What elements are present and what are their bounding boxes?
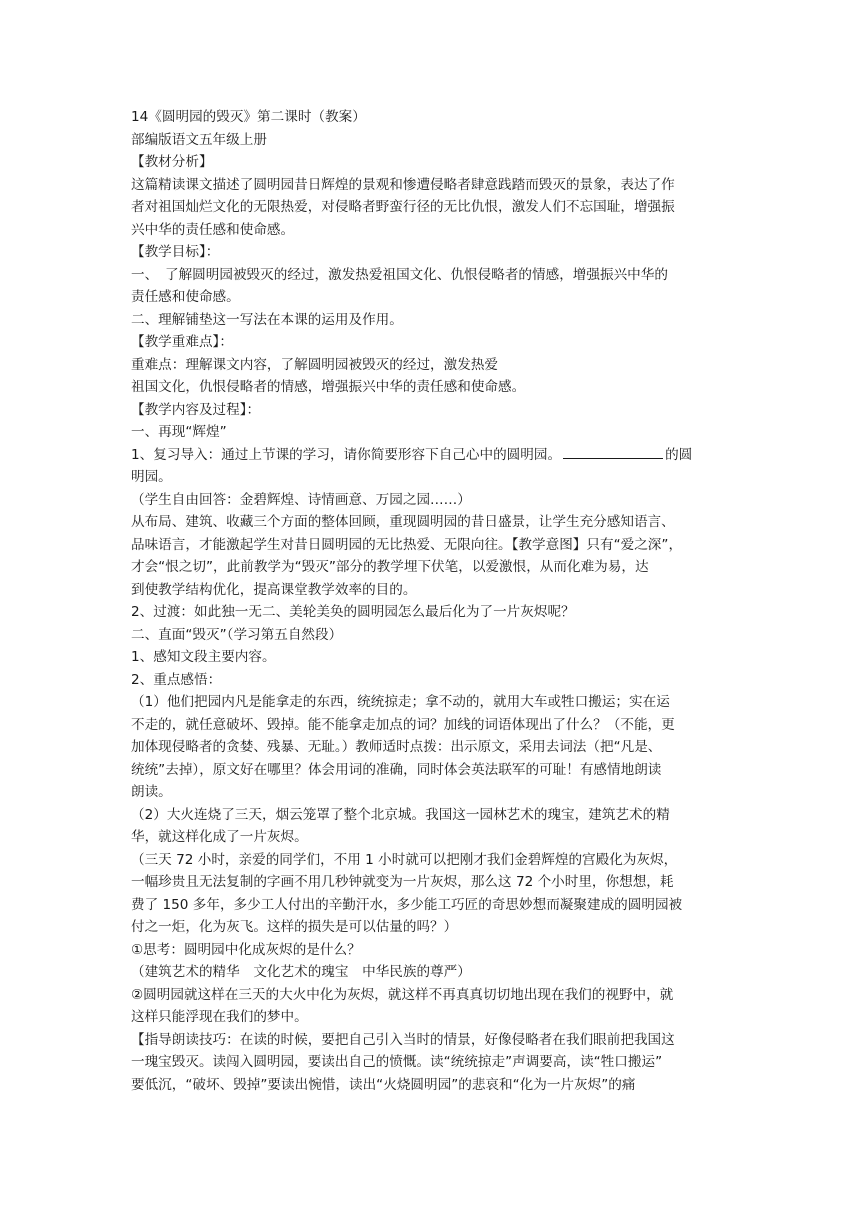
text-line: 二、直面“毁灭”（学习第五自然段） xyxy=(131,626,343,643)
fill-in-line xyxy=(131,444,731,467)
text-line: 【教学目标】： xyxy=(131,244,220,260)
text-line: 这篇精读课文描述了圆明园昔日辉煌的景观和惨遭侵略者肆意践踏而毁灭的景象，表达了作 xyxy=(131,176,675,193)
text-line: 才会“恨之切”，此前教学为“毁灭”部分的教学埋下伏笔，以爱激恨，从而化难为易，达 xyxy=(131,559,649,575)
text-line: 二、理解铺垫这一写法在本课的运用及作用。 xyxy=(131,311,403,328)
text-line: 华，就这样化成了一片灰烬。 xyxy=(131,829,308,845)
text-line: （学生自由回答：金碧辉煌、诗情画意、万园之园……） xyxy=(131,491,471,508)
text-line: 重难点：理解课文内容，了解圆明园被毁灭的经过，激发热爱 xyxy=(131,356,499,373)
fill-in-blank xyxy=(563,444,663,459)
text-line: 这样只能浮现在我们的梦中。 xyxy=(131,1009,308,1025)
text-line: 不走的，就任意破坏、毁掉。能不能拿走加点的词？加线的词语体现出了什么？（不能，更 xyxy=(131,716,675,733)
fill-in-prompt: 1、复习导入：通过上节课的学习，请你简要形容下自己心中的圆明园。 xyxy=(131,446,562,463)
text-line: （1）他们把园内凡是能拿走的东西，统统掠走；拿不动的，就用大车或牲口搬运；实在运 xyxy=(131,694,670,710)
text-line: ②圆明园就这样在三天的大火中化为灰烬，就这样不再真真切切地出现在我们的视野中，就 xyxy=(131,986,674,1003)
text-line: 【教学重难点】： xyxy=(131,334,233,350)
text-line: 责任感和使命感。 xyxy=(131,289,240,305)
text-line: 2、重点感悟： xyxy=(131,671,222,688)
text-line: 一幅珍贵且无法复制的字画不用几秒钟就变为一片灰烬，那么这 72 个小时里，你想想，耗 xyxy=(131,874,674,890)
doc-title: 14《圆明园的毁灭》第二课时（教案） xyxy=(131,109,366,125)
text-line: 加体现侵略者的贪婪、残暴、无耻。）教师适时点拨：出示原文，采用去词法（把“凡是、 xyxy=(131,739,662,755)
text-line: 【指导朗读技巧：在读的时候，要把自己引入当时的情景，好像侵略者在我们眼前把我国这 xyxy=(131,1031,675,1048)
text-line: 【教材分析】 xyxy=(131,154,213,170)
text-line: 朗读。 xyxy=(131,784,172,800)
text-line: 1、感知文段主要内容。 xyxy=(131,649,276,665)
text-line: 要低沉，“破坏、毁掉”要读出惋惜，读出“火烧圆明园”的悲哀和“化为一片灰烬”的痛 xyxy=(131,1076,636,1093)
text-line: 统统”去掉），原文好在哪里？体会用词的准确，同时体会英法联军的可耻！有感情地朗读 xyxy=(131,761,662,778)
text-line: 明园。 xyxy=(131,469,172,485)
text-line: （2）大火连烧了三天，烟云笼罩了整个北京城。我国这一园林艺术的瑰宝，建筑艺术的精 xyxy=(131,806,670,823)
text-line: 费了 150 多年，多少工人付出的辛勤汗水，多少能工巧匠的奇思妙想而凝聚建成的圆明园被 xyxy=(131,896,683,913)
text-line: （建筑艺术的精华 文化艺术的瑰宝 中华民族的尊严） xyxy=(131,964,471,980)
doc-subtitle: 部编版语文五年级上册 xyxy=(131,131,267,148)
text-line: 者对祖国灿烂文化的无限热爱，对侵略者野蛮行径的无比仇恨，激发人们不忘国耻，增强振 xyxy=(131,199,675,215)
text-line: 祖国文化，仇恨侵略者的情感，增强振兴中华的责任感和使命感。 xyxy=(131,379,526,395)
text-line: 付之一炬，化为灰飞。这样的损失是可以估量的吗？） xyxy=(131,919,458,935)
text-line: ①思考：圆明园中化成灰烬的是什么？ xyxy=(131,941,361,958)
text-line: 2、过渡：如此独一无二、美轮美奂的圆明园怎么最后化为了一片灰烬呢？ xyxy=(131,604,575,620)
text-line: 一瑰宝毁灭。读闯入圆明园，要读出自己的愤慨。读“统统掠走”声调要高，读“牲口搬运” xyxy=(131,1054,663,1070)
text-line: 从布局、建筑、收藏三个方面的整体回顾，重现圆明园的昔日盛景，让学生充分感知语言、 xyxy=(131,514,675,530)
text-line: 一、再现“辉煌” xyxy=(131,424,227,440)
text-block-1 xyxy=(131,151,731,444)
fill-in-suffix: 的圆 xyxy=(665,446,693,463)
text-block-2 xyxy=(131,466,731,1096)
text-line: 一、 了解圆明园被毁灭的经过，激发热爱祖国文化、仇恨侵略者的情感，增强振兴中华的 xyxy=(131,266,668,283)
text-line: 兴中华的责任感和使命感。 xyxy=(131,221,295,238)
text-line: 到使教学结构优化，提高课堂教学效率的目的。 xyxy=(131,581,417,598)
text-line: 品味语言，才能激起学生对昔日圆明园的无比热爱、无限向往。【教学意图】只有“爱之深”， xyxy=(131,536,683,553)
text-line: （三天 72 小时，亲爱的同学们，不用 1 小时就可以把刚才我们金碧辉煌的宫殿化为灰烬， xyxy=(131,851,678,868)
text-line: 【教学内容及过程】： xyxy=(131,401,261,418)
document-page xyxy=(131,106,731,1096)
